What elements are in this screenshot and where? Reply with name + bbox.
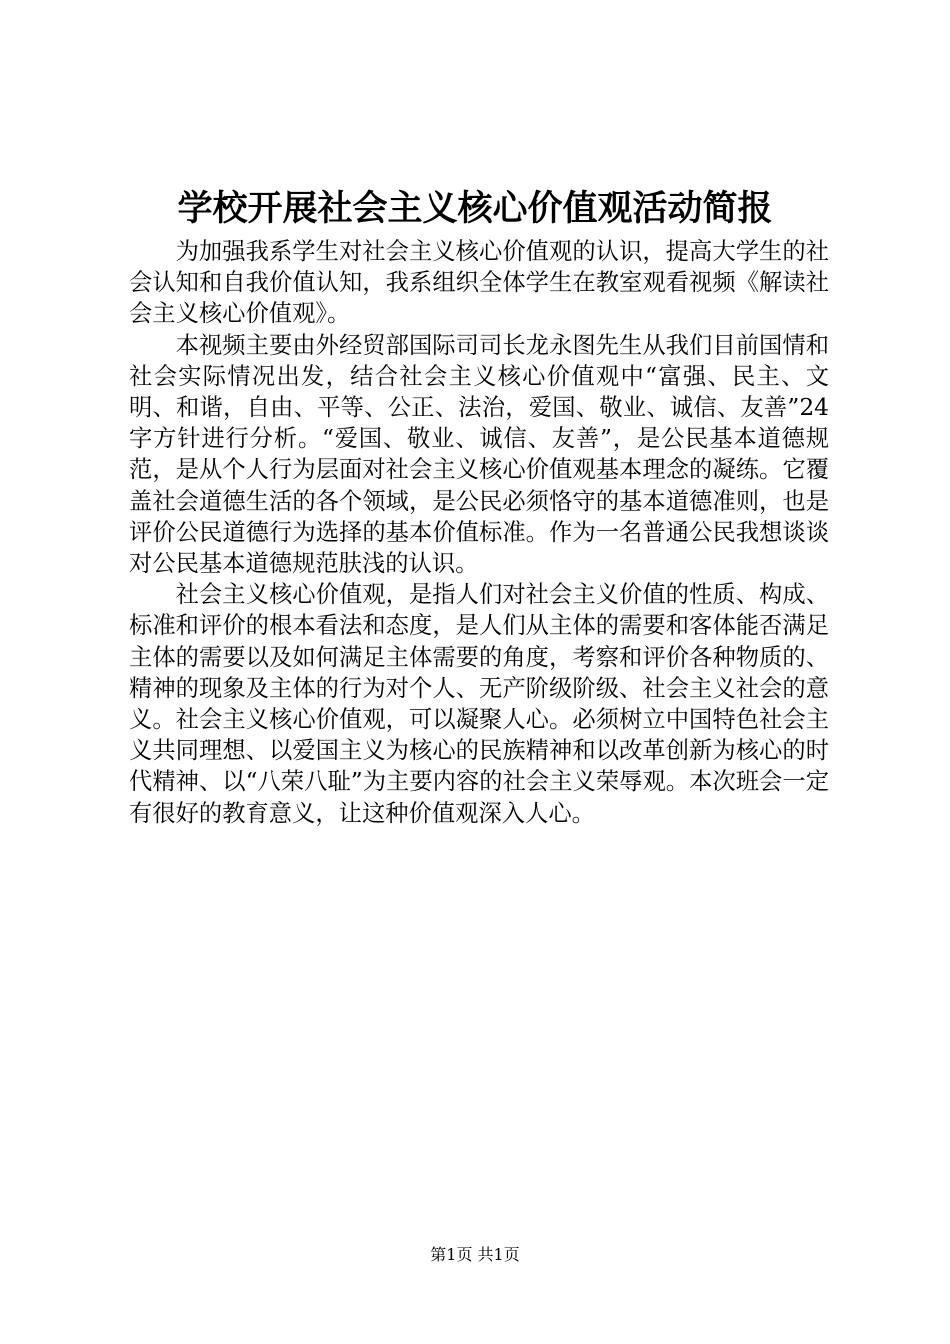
page-footer: 第1页 共1页 bbox=[430, 1245, 520, 1264]
document-title: 学校开展社会主义核心价值观活动简报 bbox=[177, 189, 773, 229]
paragraph-core-values: 社会主义核心价值观，是指人们对社会主义价值的性质、构成、标准和评价的根本看法和态度，是人们从主体的需要和客体能否满足主体的需要以及如何满足主体需要的角度，考察和评价各种物质的、精神的现象及主体的行为对个人、无产阶级阶级、社会主义社会的意义。社会主义核心价值观，可以凝聚人心。必须树立中国特色社会主义共同理想、以爱国主义为核心的民族精神和以改革创新为核心的时代精神、以“八荣八耻”为主要内容的社会主义荣辱观。本次班会一定有很好的教育意义，让这种价值观深入人心。 bbox=[129, 581, 829, 827]
paragraph-intro: 为加强我系学生对社会主义核心价值观的认识，提高大学生的社会认知和自我价值认知，我系组织全体学生在教室观看视频《解读社会主义核心价值观》。 bbox=[129, 238, 829, 328]
paragraph-video-summary: 本视频主要由外经贸部国际司司长龙永图先生从我们目前国情和社会实际情况出发，结合社会主义核心价值观中“富强、民主、文明、和谐，自由、平等、公正、法治，爱国、敬业、诚信、友善”24字方针进行分析。“爱国、敬业、诚信、友善”，是公民基本道德规范，是从个人行为层面对社会主义核心价值观基本理念的凝练。它覆盖社会道德生活的各个领域，是公民必须恪守的基本道德准则，也是评价公民道德行为选择的基本价值标准。作为一名普通公民我想谈谈对公民基本道德规范肤浅的认识。 bbox=[129, 331, 829, 578]
document-body bbox=[129, 236, 829, 829]
